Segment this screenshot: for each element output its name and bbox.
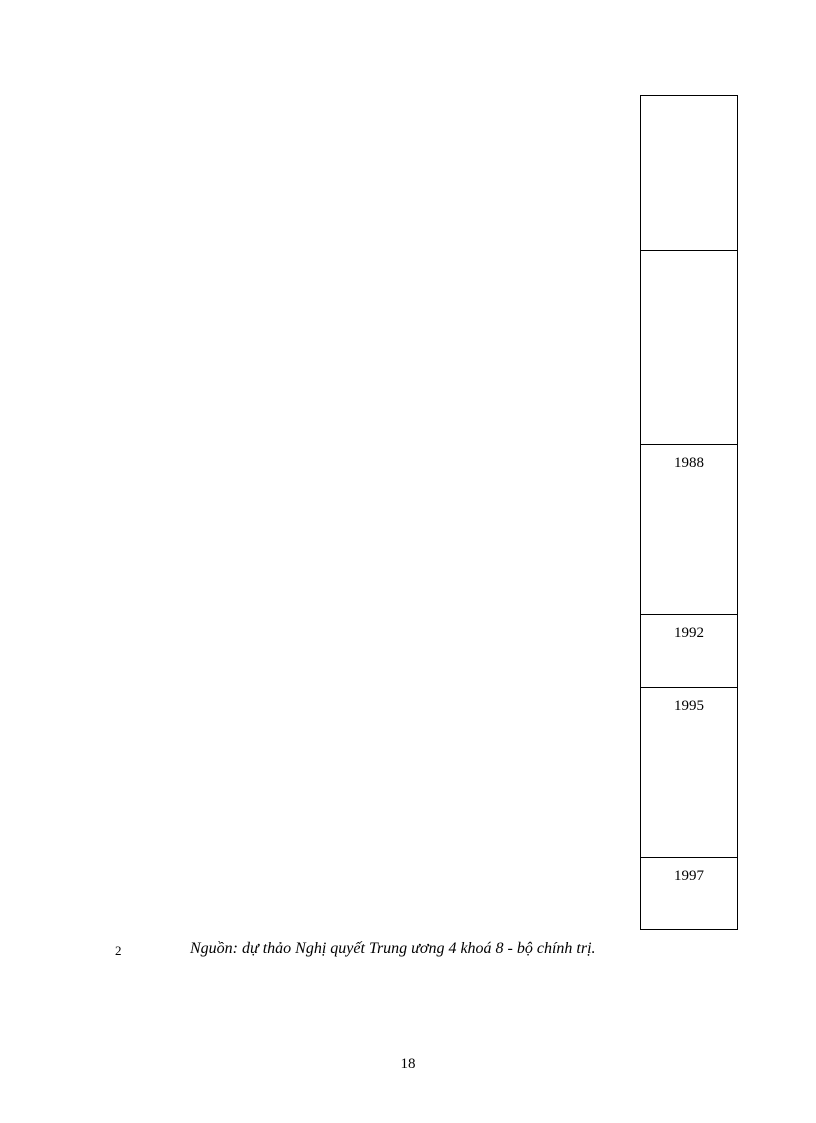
year-cell-1997: 1997 [674, 868, 704, 884]
page-number: 18 [400, 1056, 416, 1072]
footnote-number: 2 [115, 943, 122, 958]
year-cell-1988: 1988 [641, 445, 737, 615]
year-table-column [640, 95, 738, 930]
footnote-text: Nguồn: dự thảo Nghị quyết Trung ương 4 khoá 8 - bộ chính trị. [190, 940, 596, 957]
year-cell-2 [641, 251, 737, 445]
year-cell-1995: 1995 [641, 688, 737, 858]
year-cell-1992: 1992 [641, 615, 737, 688]
year-cell-1 [641, 96, 737, 251]
